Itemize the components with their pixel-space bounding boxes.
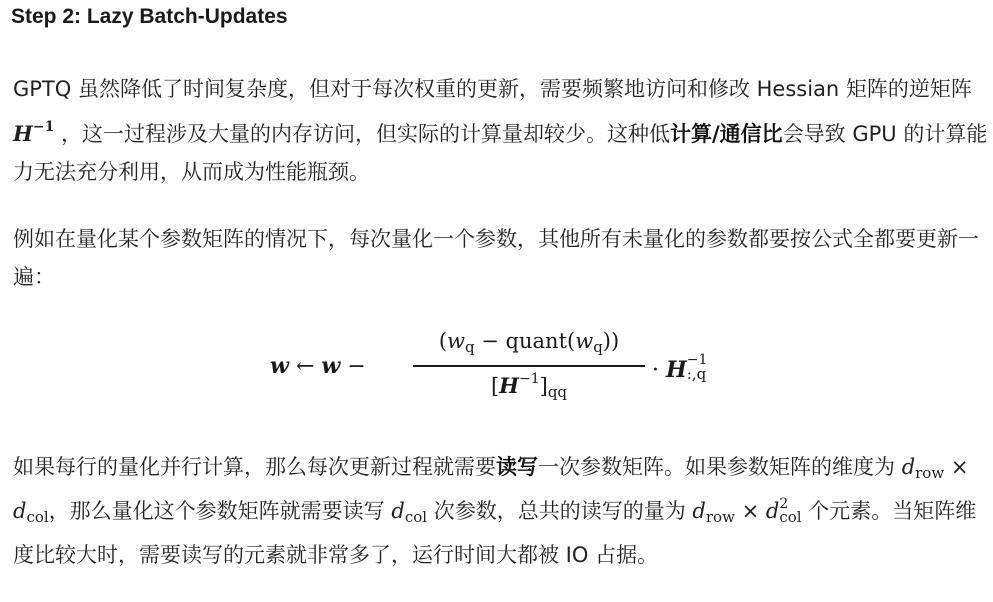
section-heading: Step 2: Lazy Batch-Updates — [11, 5, 288, 28]
d-col-symbol: $d_{col}$ — [391, 499, 428, 526]
paragraph-text: GPTQ 虽然降低了时间复杂度，但对于每次权重的更新，需要频繁地访问和修改 Hessian 矩阵的逆矩阵 — [13, 77, 972, 101]
paragraph-text: 会导致 GPU 的计算能力无法充分利用，从而成为性能瓶颈。 — [13, 122, 988, 184]
bold-term: 计算/通信比 — [670, 122, 783, 146]
formula-numerator: ($w_q$ − $quant(w_q)$) — [438, 329, 620, 356]
paragraph-text: 如果每行的量化并行计算，那么每次更新过程就需要 — [13, 455, 496, 479]
bold-term: 读写 — [496, 455, 538, 479]
paragraph-io-cost: 如果每行的量化并行计算，那么每次更新过程就需要读写一次参数矩阵。如果参数矩阵的维度为 $d_{row} \times d_{col}$，那么量化这个参数矩阵就需要读写 $d_{col}$ 次参数，总共的读写的量为 $d_{row} \times d$ 2 col 个元素。当矩阵维度比较大时，需要读写的元素就非常多了，运行时间大都被 IO 占据。 — [13, 455, 977, 567]
paragraph-text: 例如在量化某个参数矩阵的情况下，每次量化一个参数，其他所有未量化的参数都要按公式全都要更新一遍： — [13, 227, 979, 289]
d-col-symbol: $d_{col}$ — [13, 499, 49, 526]
formula-denominator: $[H^{-1}]_{qq}$ — [490, 371, 568, 401]
paragraph-text: ，那么量化这个参数矩阵就需要读写 — [48, 499, 392, 523]
formula-rhs: · H −1 :,q — [652, 352, 708, 383]
paragraph-update-example — [13, 220, 988, 296]
paragraph-hessian — [13, 70, 988, 191]
d-row-symbol: $d_{row}$ — [692, 499, 735, 526]
formula-fraction — [413, 325, 645, 409]
paragraph-text: 次参数，总共的读写的量为 — [427, 499, 693, 523]
d-col-squared-symbol: d 2 col — [765, 496, 802, 526]
hessian-inverse-symbol: $H^{-1}$ — [13, 119, 55, 146]
d-row-symbol: $d_{row}$ — [901, 455, 945, 482]
paragraph-text: 个元素。当矩阵维度比较大时，需要读写的元素就非常多了，运行时间大都被 IO 占据。 — [13, 499, 977, 567]
fraction-bar — [413, 365, 645, 367]
update-formula — [270, 325, 740, 409]
formula-lhs: w ← w − — [270, 353, 366, 379]
paragraph-text: 一次参数矩阵。如果参数矩阵的维度为 — [538, 455, 902, 479]
paragraph-text: ，这一过程涉及大量的内存访问，但实际的计算量却较少。这种低 — [54, 122, 671, 146]
